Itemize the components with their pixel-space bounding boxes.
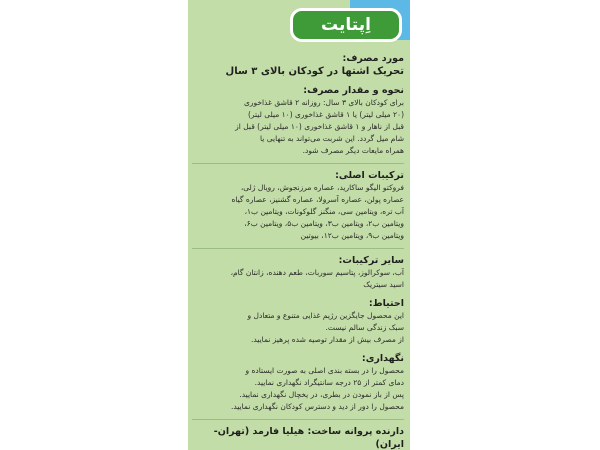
usage-heading: مورد مصرف: <box>342 53 404 64</box>
storage-line: پس از باز نمودن در بطری، در یخچال نگهداری نمایید. <box>239 390 404 399</box>
product-name-badge <box>290 8 402 42</box>
usage-section <box>192 52 404 78</box>
other-ingredients-line: آب، سوکرالوز، پتاسیم سوربات، طعم دهنده، زانتان گام، <box>230 268 404 277</box>
section-divider <box>192 248 404 249</box>
dosage-line: برای کودکان بالای ۳ سال: روزانه ۲ قاشق غذاخوری <box>244 98 404 107</box>
caution-line: این محصول جایگزین رژیم غذایی متنوع و متعادل و <box>247 311 404 320</box>
storage-line: دمای کمتر از ۲۵ درجه سانتیگراد نگهداری نمایید. <box>254 378 404 387</box>
main-ingredients-line: فروکتو الیگو ساکارید، عصاره مرزنجوش، رویال ژلی، <box>240 183 404 192</box>
storage-line: محصول را در بسته بندی اصلی به صورت ایستاده و <box>245 366 404 375</box>
caution-heading: احتیاط: <box>368 298 404 309</box>
usage-text: تحریک اشتها در کودکان بالای ۳ سال <box>225 66 404 77</box>
storage-heading: نگهداری: <box>361 353 404 364</box>
other-ingredients-line: اسید سیتریک <box>363 280 404 289</box>
dosage-line: شام میل گردد. این شربت می‌تواند به تنهایی یا <box>259 134 404 143</box>
caution-line: سبک زندگی سالم نیست. <box>325 323 404 332</box>
caution-section <box>192 297 404 346</box>
other-ingredients-heading: سایر ترکیبات: <box>338 255 404 266</box>
main-ingredients-line: ویتامین ب۹، ویتامین ب۱۲، بیوتین <box>300 231 404 240</box>
label-content <box>192 52 404 450</box>
other-ingredients-section <box>192 254 404 291</box>
main-ingredients-line: عصاره پولن، عصاره آسرولا، عصاره گشنیز، عصاره گیاه <box>231 195 404 204</box>
dosage-line: قبل از ناهار و ۱ قاشق غذاخوری (۱۰ میلی لیتر) قبل از <box>235 122 404 131</box>
main-ingredients-line: آب تره، ویتامین سی، منگنز گلوکونات، ویتامین ب۱، <box>244 207 404 216</box>
caution-line: از مصرف بیش از مقدار توصیه شده پرهیز نمایید. <box>250 335 404 344</box>
section-divider <box>192 163 404 164</box>
dosage-section <box>192 84 404 157</box>
main-ingredients-heading: ترکیبات اصلی: <box>335 170 404 181</box>
dosage-line: همراه مایعات دیگر مصرف شود. <box>302 146 404 155</box>
main-ingredients-line: ویتامین ب۲، ویتامین ب۳، ویتامین ب۵، ویتامین ب۶، <box>244 219 404 228</box>
storage-section <box>192 352 404 413</box>
main-ingredients-section <box>192 169 404 242</box>
product-name: اِپتایت <box>321 15 371 35</box>
license-holder: دارنده پروانه ساخت: هیلیا فارمد (تهران-ایران) <box>213 426 404 450</box>
storage-line: محصول را دور از دید و دسترس کودکان نگهداری نمایید. <box>230 402 404 411</box>
dosage-line: (۲۰ میلی لیتر) یا ۱ قاشق غذاخوری (۱۰ میلی لیتر) <box>247 110 404 119</box>
dosage-heading: نحوه و مقدار مصرف: <box>303 85 404 96</box>
section-divider <box>192 419 404 420</box>
